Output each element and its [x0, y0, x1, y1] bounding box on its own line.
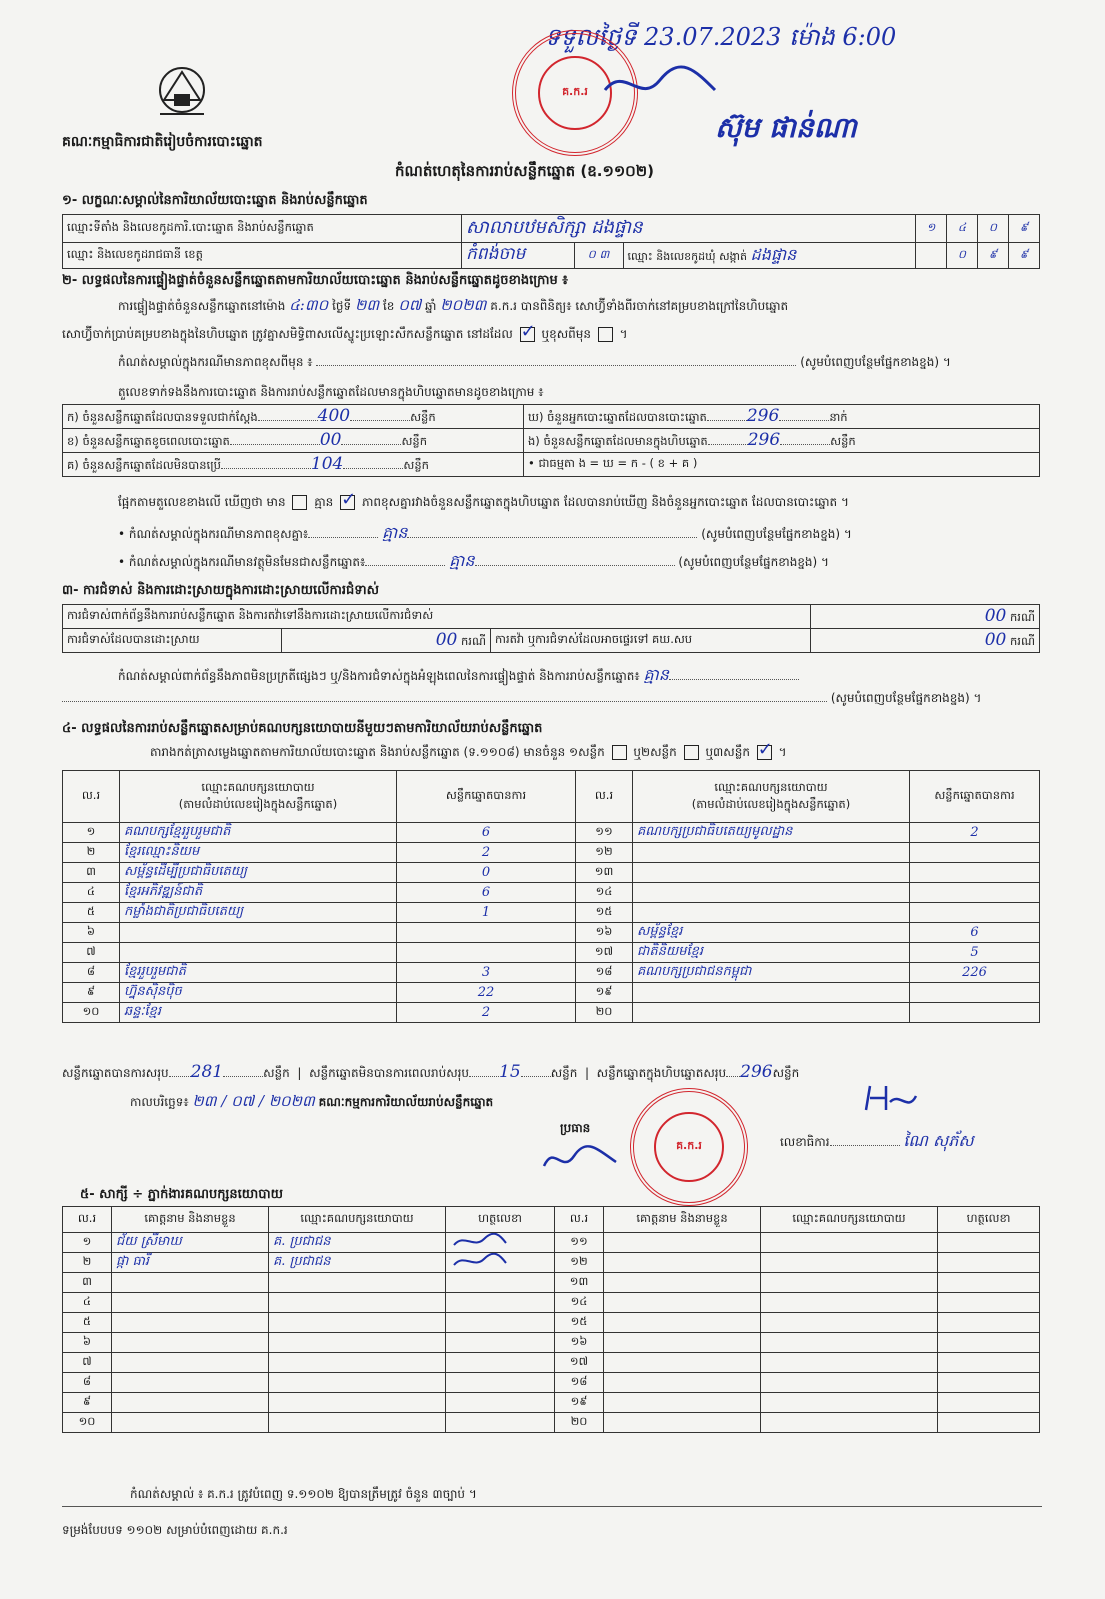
witness-party [269, 1393, 446, 1413]
witness-party: គ. ប្រជាជន [269, 1253, 446, 1273]
witness-signature [938, 1253, 1040, 1273]
result-no: ២ [63, 843, 120, 863]
result-no: ១៩ [576, 983, 633, 1003]
compare-line: ផ្អែកតាមតួលេខខាងលើ ឃើញថា មាន គ្មាន ✓ ភាពខុសគ្នារវាងចំនួនសន្លឹកឆ្នោតក្នុងហិបឆ្នោត ដែលបានរាប់ឃើញ និងចំនួនអ្នកបោះឆ្នោត ដែលបានបោះឆ្នោត ។ [118, 494, 1048, 512]
totals-line: សន្លឹកឆ្នោតបានការសរុប 281 សន្លឹក | សន្លឹកឆ្នោតមិនបានការពេលរាប់សរុប 15 សន្លឹក | សន្លឹកឆ្នោតក្នុងហិបឆ្នោតសរុប 296សន្លឹក [62, 1062, 800, 1082]
result-no: ១៣ [576, 863, 633, 883]
result-no: ១០ [63, 1003, 120, 1023]
witness-party [761, 1253, 938, 1273]
witness-no: ១៨ [555, 1373, 604, 1393]
witness-no: ២០ [555, 1413, 604, 1433]
witness-no: ១០ [63, 1413, 112, 1433]
result-votes: 22 [397, 983, 576, 1003]
witness-no: ១១ [555, 1233, 604, 1253]
transfer-label: ការតវ៉ា ឬការជំទាស់ដែលអាចផ្ទេរទៅ គឃ.សប [491, 629, 811, 653]
witness-no: ៤ [63, 1293, 112, 1313]
col-party-right: ឈ្មោះគណបក្សនយោបាយ (តាមលំដាប់លេខរៀងក្នុងសន្លឹកឆ្នោត) [633, 771, 910, 823]
result-row [63, 1003, 1040, 1023]
result-no: ៤ [63, 883, 120, 903]
witness-no: ១៣ [555, 1273, 604, 1293]
witness-no: ១២ [555, 1253, 604, 1273]
diff-checkbox[interactable] [598, 327, 613, 342]
commune-cell: ឈ្មោះ និងលេខកូដឃុំ សង្កាត់ ដងផ្ទាន [623, 243, 916, 269]
witness-name [112, 1413, 269, 1433]
witness-party [761, 1413, 938, 1433]
witness-name [604, 1373, 761, 1393]
objection-label: ការជំទាស់ពាក់ព័ន្ធនឹងការរាប់សន្លឹកឆ្នោត និងការតវ៉ាទៅនឹងការដោះស្រាយលើការជំទាស់ [63, 605, 811, 629]
section4-intro: តារាងកត់ត្រាសម្លេងឆ្នោតតាមការិយាល័យបោះឆ្នោត និងរាប់សន្លឹកឆ្នោត (ទ.១១០៨) មានចំនួន ១សន្លឹក ឬ២សន្លឹក ឬ៣សន្លឹក ✓ ។ [150, 744, 787, 762]
witness-signature [938, 1293, 1040, 1313]
w-col-no-right: ល.រ [555, 1207, 604, 1233]
result-party: ឆន្ទៈខ្មែរ [120, 1003, 397, 1023]
result-votes: 2 [910, 823, 1040, 843]
result-votes: 226 [910, 963, 1040, 983]
witness-row [63, 1313, 1040, 1333]
result-row [63, 963, 1040, 983]
witness-no: ១៦ [555, 1333, 604, 1353]
location-code-4: ៩ [1009, 215, 1040, 243]
section2-para2: សោហ្វ៊ីចាក់ប្រាប់គម្របខាងក្នុងនៃហិបឆ្នោត ត្រូវគ្នាសមិទ្ធិពាសលើស្នូះប្រឡោះសឹកសន្លឹកឆ្នោត នៅដដែល ✓ ឬខុសពីមុន ។ [62, 326, 1052, 344]
witness-no: ១៩ [555, 1393, 604, 1413]
witness-signature [446, 1233, 555, 1253]
result-party [120, 923, 397, 943]
result-no: ៧ [63, 943, 120, 963]
witness-no: ៥ [63, 1313, 112, 1333]
witness-no: ១៥ [555, 1313, 604, 1333]
witness-name [604, 1233, 761, 1253]
witness-party [269, 1293, 446, 1313]
results-table [62, 770, 1040, 1023]
witness-row [63, 1233, 1040, 1253]
result-row [63, 943, 1040, 963]
witness-name [112, 1373, 269, 1393]
result-votes [397, 943, 576, 963]
witness-signature [938, 1393, 1040, 1413]
section5-title: ៥- សាក្សី ÷ ភ្នាក់ងារគណបក្សនយោបាយ [80, 1187, 283, 1202]
count-d: ឃ) ចំនួនអ្នកបោះឆ្នោតដែលបានបោះឆ្នោត 296 នាក់ [524, 405, 1040, 429]
one-sheet-checkbox[interactable] [612, 745, 627, 760]
witness-no: ១ [63, 1233, 112, 1253]
location-label: ឈ្មោះទីតាំង និងលេខកូដការិ.បោះឆ្នោត និងរាប់សន្លឹកឆ្នោត [63, 215, 462, 243]
witness-name [604, 1333, 761, 1353]
section3-table [62, 604, 1040, 653]
witness-row [63, 1293, 1040, 1313]
result-no: ១៤ [576, 883, 633, 903]
result-party: ហ្វ៊ុនស៊ិនប៉ិច [120, 983, 397, 1003]
commune-code-2: ៩ [978, 243, 1009, 269]
secretary-signature [860, 1082, 920, 1116]
official-stamp-top: គ.ក.រ [512, 30, 638, 156]
result-row [63, 843, 1040, 863]
section3-note: កំណត់សម្គាល់ពាក់ព័ន្ធនឹងភាពមិនប្រក្រតីផ្សេងៗ ឬ/និងការជំទាស់ក្នុងអំឡុងពេលនៃការផ្ទៀងផ្ទាត់ និងការរាប់សន្លឹកឆ្នោត៖ គ្មាន [118, 664, 1048, 688]
section1-table [62, 214, 1040, 269]
witness-party [761, 1353, 938, 1373]
section3-note-line2: (សូមបំពេញបន្ថែមផ្នែកខាងខ្នង) ។ [62, 690, 1052, 708]
witness-no: ៩ [63, 1393, 112, 1413]
witness-name: ផ្កា ធារី [112, 1253, 269, 1273]
resolved-value-cell: 00 ករណី [282, 629, 491, 653]
witness-no: ៦ [63, 1333, 112, 1353]
received-note: ទទួលថ្ងៃទី 23.07.2023 ម៉ោង 6:00 [545, 23, 897, 51]
witness-name [604, 1293, 761, 1313]
result-votes: 6 [397, 823, 576, 843]
result-no: ៦ [63, 923, 120, 943]
count-e: ង) ចំនួនសន្លឹកឆ្នោតដែលមានក្នុងហិបឆ្នោត 296 សន្លឹក [524, 429, 1040, 453]
witness-no: ២ [63, 1253, 112, 1273]
commune-code-1: ០ [947, 243, 978, 269]
result-no: ១៧ [576, 943, 633, 963]
result-votes: 6 [397, 883, 576, 903]
witness-no: ៣ [63, 1273, 112, 1293]
witness-signature [446, 1293, 555, 1313]
location-value: សាលាបឋមសិក្សា ដងផ្ទាន [462, 215, 916, 243]
form-title: កំណត់ហេតុនៃការរាប់សន្លឹកឆ្នោត (ឧ.១១០២) [395, 162, 655, 180]
witness-party [269, 1273, 446, 1293]
witness-signature [938, 1273, 1040, 1293]
result-votes: 3 [397, 963, 576, 983]
witness-name: ជ័យ ស្រីមាឃ [112, 1233, 269, 1253]
date-line: កាលបរិច្ឆេទ៖ ២៣ / ០៧ / ២០២៣ គណៈកម្មការការិយាល័យរាប់សន្លឹកឆ្នោត [130, 1092, 494, 1110]
witness-signature [446, 1353, 555, 1373]
result-row [63, 883, 1040, 903]
result-party: គណបក្សប្រជាធិបតេយ្យមូលដ្ឋាន [633, 823, 910, 843]
count-b: ខ) ចំនួនសន្លឹកឆ្នោតខូចពេលបោះឆ្នោត 00 សន្លឹក [63, 429, 524, 453]
result-party: សម្ព័ន្ធដើម្បីប្រជាធិបតេយ្យ [120, 863, 397, 883]
witness-signature [446, 1413, 555, 1433]
result-no: ២០ [576, 1003, 633, 1023]
result-votes [910, 903, 1040, 923]
result-party: ជាតិនិយមខ្មែរ [633, 943, 910, 963]
result-party: ខ្មែរអភិវឌ្ឍន៍ជាតិ [120, 883, 397, 903]
witness-party [269, 1313, 446, 1333]
witness-row [63, 1273, 1040, 1293]
province-value: កំពង់ចាម [462, 243, 575, 269]
result-party [633, 983, 910, 1003]
secretary-line: លេខាធិការ ណៃ សុភ័ស [780, 1131, 974, 1150]
witness-signature [938, 1413, 1040, 1433]
result-votes: 2 [397, 1003, 576, 1023]
w-col-sign-left: ហត្ថលេខា [446, 1207, 555, 1233]
witness-signature [938, 1333, 1040, 1353]
witness-signature [446, 1313, 555, 1333]
w-col-name-right: គោត្តនាម និងនាមខ្លួន [604, 1207, 761, 1233]
witness-name [604, 1313, 761, 1333]
count-c: គ) ចំនួនសន្លឹកឆ្នោតដែលមិនបានប្រើ 104 សន្លឹក [63, 453, 524, 477]
form-footer: ទម្រង់បែបបទ ១១០២ សម្រាប់បំពេញដោយ គ.ក.រ [62, 1523, 288, 1537]
witness-name [604, 1413, 761, 1433]
result-no: ៨ [63, 963, 120, 983]
witness-signature [938, 1353, 1040, 1373]
witness-row [63, 1253, 1040, 1273]
w-col-name-left: គោត្តនាម និងនាមខ្លួន [112, 1207, 269, 1233]
witness-name [604, 1353, 761, 1373]
witness-row [63, 1353, 1040, 1373]
result-votes [910, 863, 1040, 883]
col-no-left: ល.រ [63, 771, 120, 823]
witness-party [761, 1333, 938, 1353]
footer-divider [62, 1506, 1042, 1507]
col-party-left: ឈ្មោះគណបក្សនយោបាយ (តាមលំដាប់លេខរៀងក្នុងសន្លឹកឆ្នោត) [120, 771, 397, 823]
location-code-1: ១ [916, 215, 947, 243]
result-party [633, 883, 910, 903]
witness-signature [446, 1273, 555, 1293]
section2-note: កំណត់សម្គាល់ក្នុងករណីមានភាពខុសពីមុន ៖ (សូមបំពេញបន្ថែមផ្នែកខាងខ្នង) ។ [118, 355, 951, 369]
result-party [633, 1003, 910, 1023]
resolved-label: ការជំទាស់ដែលបានដោះស្រាយ [63, 629, 282, 653]
commune-code-blank [916, 243, 947, 269]
result-row [63, 983, 1040, 1003]
witness-party [761, 1373, 938, 1393]
witness-party [761, 1293, 938, 1313]
witness-table [62, 1206, 1040, 1433]
witness-no: ៧ [63, 1353, 112, 1373]
result-no: ១៨ [576, 963, 633, 983]
witness-name [112, 1293, 269, 1313]
result-votes: 2 [397, 843, 576, 863]
result-party [633, 903, 910, 923]
col-votes-right: សន្លឹកឆ្នោតបានការ [910, 771, 1040, 823]
witness-row [63, 1393, 1040, 1413]
witness-signature [938, 1313, 1040, 1333]
witness-row [63, 1373, 1040, 1393]
witness-party [269, 1353, 446, 1373]
location-code-3: ០ [978, 215, 1009, 243]
witness-name [604, 1273, 761, 1293]
section4-title: ៤- លទ្ធផលនៃការរាប់សន្លឹកឆ្នោតសម្រាប់គណបក្សនយោបាយនីមួយៗតាមការិយាល័យរាប់សន្លឹកឆ្នោត [62, 721, 543, 736]
three-sheet-checkbox[interactable] [757, 745, 772, 760]
w-col-party-right: ឈ្មោះគណបក្សនយោបាយ [761, 1207, 938, 1233]
col-votes-left: សន្លឹកឆ្នោតបានការ [397, 771, 576, 823]
result-row [63, 823, 1040, 843]
result-votes [910, 843, 1040, 863]
result-party [120, 943, 397, 963]
witness-signature [446, 1253, 555, 1273]
result-row [63, 923, 1040, 943]
result-votes: 0 [397, 863, 576, 883]
result-no: ៣ [63, 863, 120, 883]
result-row [63, 863, 1040, 883]
result-party [633, 843, 910, 863]
result-party: សម្ព័ន្ធខ្មែរ [633, 923, 910, 943]
result-no: ១២ [576, 843, 633, 863]
official-stamp-bottom: គ.ក.រ [630, 1088, 748, 1206]
witness-row [63, 1413, 1040, 1433]
result-row [63, 903, 1040, 923]
agency-name: គណៈកម្មាធិការជាតិរៀបចំការបោះឆ្នោត [62, 134, 263, 150]
witness-party [761, 1393, 938, 1413]
witness-signature [446, 1393, 555, 1413]
has-diff-checkbox[interactable] [292, 495, 307, 510]
no-diff-checkbox[interactable] [340, 495, 355, 510]
counts-table [62, 404, 1040, 477]
witness-name [604, 1253, 761, 1273]
counts-intro: តួលេខទាក់ទងនឹងការបោះឆ្នោត និងការរាប់សន្លឹកឆ្នោតដែលមានក្នុងហិបឆ្នោតមានដូចខាងក្រោម ៖ [118, 385, 544, 399]
result-votes: 5 [910, 943, 1040, 963]
result-no: ១៦ [576, 923, 633, 943]
emblem-logo [150, 60, 214, 124]
bullet-note-2: • កំណត់សម្គាល់ក្នុងករណីមានវត្ថុមិនមែនជាសន្លឹកឆ្នោត៖ គ្មាន (សូមបំពេញបន្ថែមផ្នែកខាងខ្នង) ។ [118, 551, 829, 570]
witness-signature [938, 1233, 1040, 1253]
transfer-value-cell: 00 ករណី [811, 629, 1040, 653]
objection-value-cell: 00 ករណី [811, 605, 1040, 629]
result-no: ៩ [63, 983, 120, 1003]
province-code: ០ ៣ [574, 243, 623, 269]
w-col-party-left: ឈ្មោះគណបក្សនយោបាយ [269, 1207, 446, 1233]
commune-code-3: ៩ [1009, 243, 1040, 269]
result-votes: 6 [910, 923, 1040, 943]
result-votes [910, 883, 1040, 903]
witness-signature [446, 1373, 555, 1393]
witness-name [112, 1353, 269, 1373]
col-no-right: ល.រ [576, 771, 633, 823]
witness-name [604, 1393, 761, 1413]
result-party: គណបក្សប្រជាជនកម្ពុជា [633, 963, 910, 983]
result-party: ខ្មែររួបរួមជាតិ [120, 963, 397, 983]
two-sheet-checkbox[interactable] [684, 745, 699, 760]
witness-party [269, 1373, 446, 1393]
province-label: ឈ្មោះ និងលេខកូដរាជធានី ខេត្ត [63, 243, 462, 269]
witness-no: ១៤ [555, 1293, 604, 1313]
witness-name [112, 1393, 269, 1413]
witness-no: ១៧ [555, 1353, 604, 1373]
witness-name [112, 1313, 269, 1333]
witness-party [269, 1333, 446, 1353]
witness-name [112, 1273, 269, 1293]
witness-party [761, 1233, 938, 1253]
w-col-no-left: ល.រ [63, 1207, 112, 1233]
result-votes [397, 923, 576, 943]
footnote: កំណត់សម្គាល់ ៖ គ.ក.រ ត្រូវបំពេញ ទ.១១០២ ឱ្យបានត្រឹមត្រូវ ចំនួន ៣ច្បាប់ ។ [130, 1487, 477, 1501]
result-no: ១៥ [576, 903, 633, 923]
result-votes: 1 [397, 903, 576, 923]
witness-party [761, 1313, 938, 1333]
witness-name [112, 1333, 269, 1353]
w-col-sign-right: ហត្ថលេខា [938, 1207, 1040, 1233]
witness-no: ៨ [63, 1373, 112, 1393]
chair-label: ប្រធាន [560, 1121, 591, 1135]
receiver-name: ស៊ុម ផាន់ណា [715, 111, 857, 144]
witness-party: គ. ប្រជាជន [269, 1233, 446, 1253]
witness-signature [938, 1373, 1040, 1393]
result-no: ១ [63, 823, 120, 843]
witness-party [269, 1413, 446, 1433]
witness-row [63, 1333, 1040, 1353]
section2-title: ២- លទ្ធផលនៃការផ្ទៀងផ្ទាត់ចំនួនសន្លឹកឆ្នោតតាមការិយាល័យបោះឆ្នោត និងរាប់សន្លឹកឆ្នោតដូចខាងក្រោម ៖ [62, 273, 568, 288]
chair-signature [540, 1140, 620, 1180]
location-code-2: ៤ [947, 215, 978, 243]
result-no: ១១ [576, 823, 633, 843]
count-a: ក) ចំនួនសន្លឹកឆ្នោតដែលបានទទួលជាក់ស្តែង 400 សន្លឹក [63, 405, 524, 429]
section1-title: ១- លក្ខណៈសម្គាល់នៃការិយាល័យបោះឆ្នោត និងរាប់សន្លឹកឆ្នោត [62, 193, 368, 208]
bullet-note-1: • កំណត់សម្គាល់ក្នុងករណីមានភាពខុសគ្នា៖ គ្មាន (សូមបំពេញបន្ថែមផ្នែកខាងខ្នង) ។ [118, 523, 852, 542]
signature-top [600, 60, 720, 110]
result-votes [910, 1003, 1040, 1023]
result-party: កម្លាំងជាតិប្រជាធិបតេយ្យ [120, 903, 397, 923]
result-votes [910, 983, 1040, 1003]
result-party: គណបក្សខ្មែររួបរួមជាតិ [120, 823, 397, 843]
count-formula: • ជាធម្មតា ង = ឃ = ក - ( ខ + គ ) [524, 453, 1040, 477]
same-checkbox[interactable] [520, 327, 535, 342]
section3-title: ៣- ការជំទាស់ និងការដោះស្រាយក្នុងការដោះស្រាយលើការជំទាស់ [62, 583, 380, 598]
section2-para1: ការផ្ទៀងផ្ទាត់ចំនួនសន្លឹកឆ្នោតនៅម៉ោង ៤:៣០ ថ្ងៃទី ២៣ ខែ ០៧ ឆ្នាំ ២០២៣ គ.ក.រ បានពិនិត្យ៖ សោហ្វ៊ីទាំងពីរចាក់នៅគម្របខាងក្រៅនៃហិបឆ្នោត [118, 296, 789, 314]
result-no: ៥ [63, 903, 120, 923]
witness-signature [446, 1333, 555, 1353]
result-party [633, 863, 910, 883]
witness-party [761, 1273, 938, 1293]
result-party: ខ្មែរឈ្មោះនិយម [120, 843, 397, 863]
